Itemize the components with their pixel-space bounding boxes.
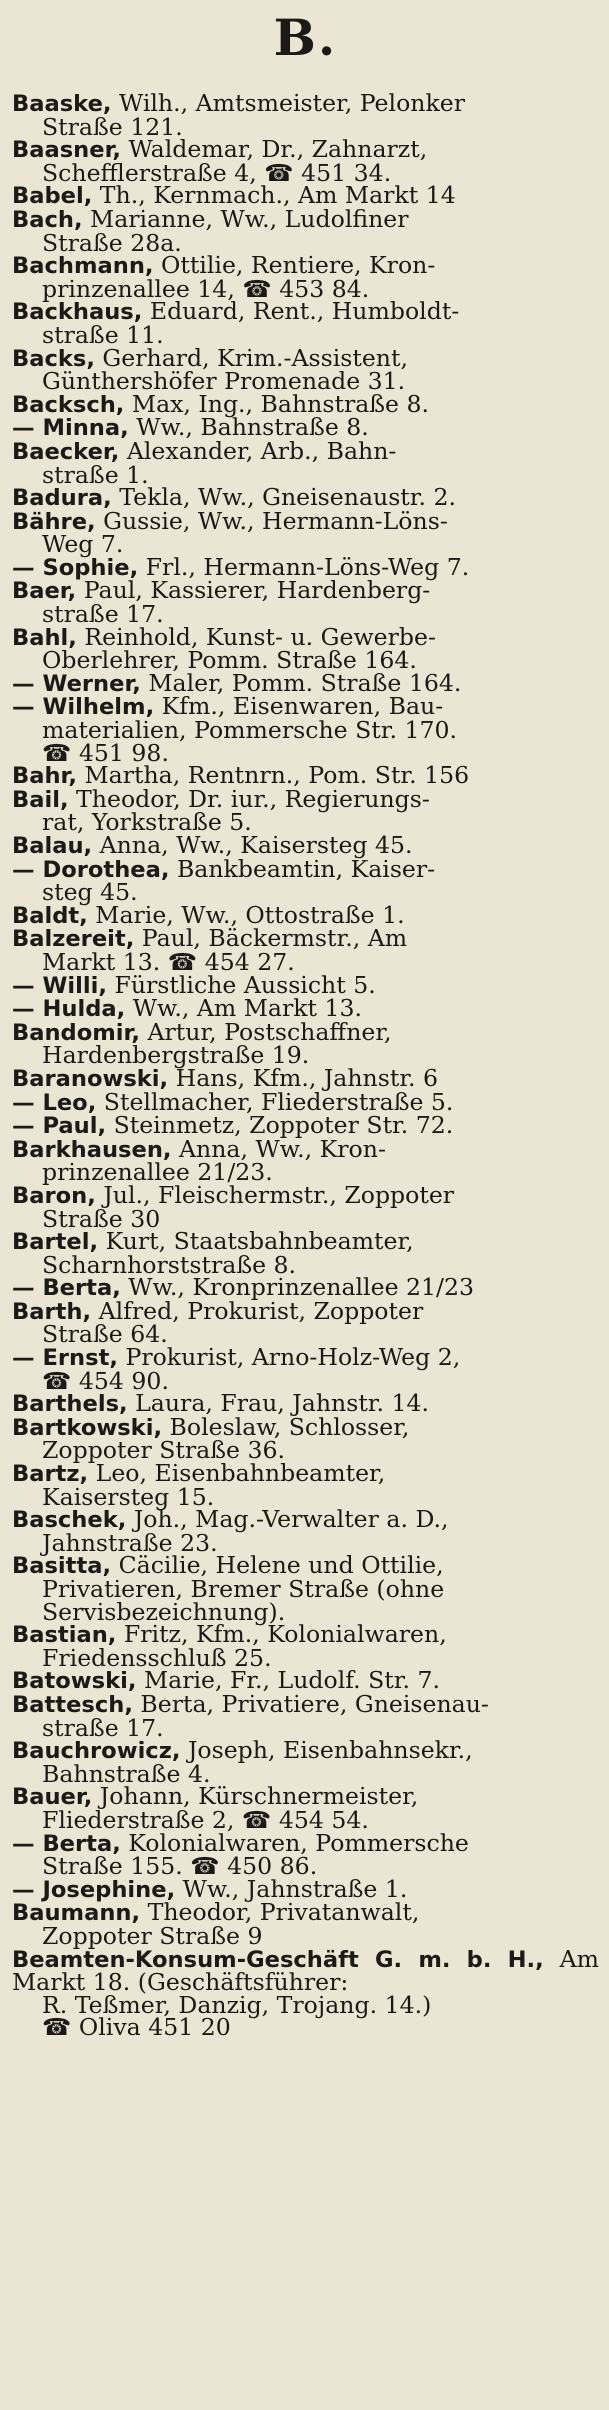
entry-detail: Fürstliche Aussicht 5. [114,970,376,999]
directory-entry [12,1620,599,1672]
entry-name: Baecker, [12,438,120,465]
entry-detail: Waldemar, Dr., Zahnarzt, [128,135,428,164]
entry-detail: Tekla, Ww., Gneisenaustr. 2. [119,483,456,512]
directory-entry [12,1180,599,1233]
entry-detail: Ww., Kronprinzenallee 21/23 [128,1273,475,1302]
entry-detail-continuation: Friedensschluß 25. [42,1643,272,1672]
entry-detail: Artur, Postschaffner, [147,1017,392,1046]
entry-name: Barkhausen, [12,1136,172,1163]
directory-entry [12,1898,599,1950]
entry-name: Baumann, [12,1900,141,1927]
entry-detail: Prokurist, Arno-Holz-Weg 2, [125,1343,461,1372]
entry-name: — Berta, [12,1830,121,1857]
entry-detail: Ww., Jahnstraße 1. [182,1874,408,1903]
entry-detail: Am Markt 18. (Geschäftsführer: [12,1944,600,1997]
directory-entry [12,1412,599,1465]
entry-name: Battesch, [12,1691,133,1718]
entry-detail-continuation: Bahnstraße 4. [42,1759,211,1788]
entry-detail-continuation: Servisbezeichnung). [42,1597,286,1626]
directory-entry [12,1944,600,2042]
directory-entry [12,297,599,349]
entry-name: Batowski, [12,1668,137,1695]
entry-detail-continuation: straße 1. [42,460,149,489]
entry-detail-continuation: Oberlehrer, Pomm. Straße 164. [42,646,417,675]
entry-name: Backs, [12,345,95,372]
entry-detail: Reinhold, Kunst- u. Gewerbe- [84,622,436,651]
entry-detail: Bankbeamtin, Kaiser- [176,854,436,883]
entry-name: — Wilhelm, [12,694,155,721]
entry-detail-continuation: straße 17. [42,600,164,629]
entry-detail: Hans, Kfm., Jahnstr. 6 [175,1063,439,1092]
entry-name: — Ernst, [12,1345,118,1372]
directory-entry [12,251,599,303]
directory-entry [12,204,599,257]
directory-entry [12,854,599,907]
entry-name: Barthels, [12,1391,128,1418]
entry-detail: Maler, Pomm. Straße 164. [148,668,462,697]
entry-detail-continuation: steg 45. [42,878,138,907]
entry-detail-continuation: Schefflerstraße 4, ☎ 451 34. [42,158,392,187]
section-letter-heading: B. [273,8,338,67]
directory-entry [12,692,599,767]
entry-detail-continuation: Weg 7. [42,530,124,559]
entry-name: — Sophie, [12,554,139,581]
entry-detail-continuation: straße 17. [42,1713,164,1742]
directory-entry [12,622,599,675]
entry-name: Baaske, [12,91,112,117]
entry-detail-continuation: materialien, Pommersche Str. 170. [42,716,457,745]
entry-detail: Gussie, Ww., Hermann-Löns- [103,506,448,535]
entry-detail-continuation: Hardenbergstraße 19. [42,1041,310,1070]
entry-detail: Joh., Mag.-Verwalter a. D., [133,1505,449,1534]
entry-name: Barth, [12,1298,92,1325]
entry-name: Baldt, [12,902,88,929]
entry-detail-continuation: straße 11. [42,320,164,349]
entry-name: Bauer, [12,1784,93,1811]
directory-entry [12,135,599,187]
entry-detail-continuation: Zoppoter Straße 9 [42,1921,263,1950]
directory-entry [12,1227,599,1279]
directory-entry [12,1828,599,1881]
entry-name: Baranowski, [12,1065,169,1092]
entry-detail: Anna, Ww., Kaisersteg 45. [99,831,413,859]
entry-name: — Werner, [12,670,141,697]
entry-detail: Gerhard, Krim.-Assistent, [102,343,408,372]
entry-detail: Cäcilie, Helene und Ottilie, [118,1551,444,1580]
entry-detail: Alexander, Arb., Bahn- [126,436,397,465]
entry-detail-continuation: Jahnstraße 23. [42,1528,218,1557]
entry-name: Bartel, [12,1229,99,1256]
entry-name: Babel, [12,183,93,210]
entry-detail-continuation: Fliederstraße 2, ☎ 454 54. [42,1805,369,1834]
entry-detail: Kolonialwaren, Pommersche [128,1828,469,1857]
entry-name: Bandomir, [12,1019,140,1046]
entry-detail-continuation: Straße 121. [42,112,183,141]
entry-name: Bartz, [12,1461,89,1488]
directory-entry [12,1736,599,1788]
entry-name: Bastian, [12,1622,117,1649]
entry-detail-continuation: ☎ Oliva 451 20 [42,2013,231,2042]
entry-name: Baschek, [12,1507,127,1534]
entry-detail: Marie, Ww., Ottostraße 1. [95,900,405,929]
entry-detail: Eduard, Rent., Humboldt- [149,297,460,326]
entry-detail: Theodor, Privatanwalt, [147,1898,420,1927]
entry-detail-continuation: ☎ 454 90. [42,1366,169,1395]
entry-detail-continuation: prinzenallee 21/23. [42,1158,273,1187]
entry-name: Balau, [12,833,93,859]
entry-detail: Ww., Bahnstraße 8. [136,413,369,442]
entry-detail-continuation: ☎ 451 98. [42,738,169,767]
directory-entry [12,1296,599,1349]
entry-detail: Max, Ing., Bahnstraße 8. [131,389,430,418]
entry-detail: Stellmacher, Fliederstraße 5. [103,1087,454,1116]
entry-detail-continuation: Privatieren, Bremer Straße (ohne [42,1575,445,1603]
entry-name: Backsch, [12,391,125,418]
directory-entry [12,343,599,396]
entry-name: — Leo, [12,1089,97,1116]
entry-name: Bartkowski, [12,1414,163,1441]
directory-entry [12,1017,599,1070]
entry-name: Bauchrowicz, [12,1738,181,1765]
entry-detail: Johann, Kürschnermeister, [99,1782,419,1811]
entry-detail: Martha, Rentnrn., Pom. Str. 156 [84,761,470,790]
entry-detail: Marie, Fr., Ludolf. Str. 7. [143,1666,440,1695]
entry-name: — Willi, [12,972,107,999]
entry-detail-continuation: Straße 64. [42,1320,168,1349]
directory-entry [12,89,599,141]
entry-detail: Kurt, Staatsbahnbeamter, [105,1227,414,1256]
entry-detail: Ottilie, Rentiere, Kron- [161,251,436,280]
entry-detail-continuation: prinzenallee 14, ☎ 453 84. [42,274,370,303]
entry-detail: Paul, Kassierer, Hardenberg- [83,576,431,605]
entry-name: Balzereit, [12,926,135,953]
entry-detail: Jul., Fleischermstr., Zoppoter [103,1180,455,1209]
directory-entry [12,1551,599,1626]
entry-name: — Paul, [12,1113,107,1140]
entry-detail-continuation: Scharnhorststraße 8. [42,1250,297,1279]
entry-detail: Berta, Privatiere, Gneisenau- [140,1689,489,1718]
directory-entry [12,1505,599,1557]
entry-detail-continuation: Markt 13. ☎ 454 27. [42,947,295,976]
directory-entry [12,1459,599,1511]
entry-detail: Paul, Bäckermstr., Am [141,924,408,953]
entry-name: Baer, [12,578,77,605]
entry-name: Bail, [12,786,69,813]
entry-name: Beamten-Konsum-Geschäft G. m. b. H., [12,1946,544,1973]
entry-name: — Josephine, [12,1876,176,1903]
entry-detail: Marianne, Ww., Ludolfiner [90,204,409,233]
entry-name: — Dorothea, [12,856,170,883]
directory-entry [12,1689,599,1742]
entry-detail-continuation: Kaisersteg 15. [42,1482,215,1511]
entry-name: — Minna, [12,415,129,442]
entry-name: Backhaus, [12,299,143,326]
entry-detail: Laura, Frau, Jahnstr. 14. [135,1389,430,1418]
entry-detail-continuation: R. Teßmer, Danzig, Trojang. 14.) [42,1990,432,2019]
directory-entry [12,784,599,837]
entry-name: Badura, [12,485,112,512]
directory-entry [12,924,599,976]
entry-detail: Joseph, Eisenbahnsekr., [187,1736,473,1765]
entry-name: Bähre, [12,508,96,535]
entry-detail-continuation: Straße 28a. [42,228,182,257]
entry-name: Bahl, [12,624,77,651]
entry-detail-continuation: Günthershöfer Promenade 31. [42,367,406,396]
entry-name: Baasner, [12,137,121,164]
entry-name: Baron, [12,1182,96,1209]
entry-detail: Anna, Ww., Kron- [179,1134,386,1163]
directory-entry [12,1134,599,1187]
entry-detail: Boleslaw, Schlosser, [169,1412,410,1441]
entry-detail: Ww., Am Markt 13. [132,994,363,1023]
entry-detail: Wilh., Amtsmeister, Pelonker [119,89,466,117]
entry-detail-continuation: Zoppoter Straße 36. [42,1436,285,1465]
entry-detail-continuation: Straße 30 [42,1204,161,1233]
directory-entry [12,436,599,489]
entry-name: Bahr, [12,763,77,790]
directory-entry [12,576,599,629]
entry-detail: Leo, Eisenbahnbeamter, [95,1459,386,1488]
directory-entry [12,1782,599,1834]
entry-detail: Steinmetz, Zoppoter Str. 72. [113,1111,454,1140]
directory-entry [12,506,599,559]
entry-detail: Kfm., Eisenwaren, Bau- [161,692,444,721]
entry-name: Basitta, [12,1553,112,1580]
entry-name: Bach, [12,206,83,233]
entry-detail-continuation: rat, Yorkstraße 5. [42,808,252,837]
entry-detail: Alfred, Prokurist, Zoppoter [98,1296,424,1325]
directory-entry [12,1343,599,1395]
entry-detail: Theodor, Dr. iur., Regierungs- [76,784,430,813]
entry-name: Bachmann, [12,253,154,280]
entry-detail: Fritz, Kfm., Kolonialwaren, [123,1620,447,1649]
entry-list [12,89,600,2042]
entry-detail-continuation: Straße 155. ☎ 450 86. [42,1852,318,1881]
entry-detail: Th., Kernmach., Am Markt 14 [99,181,456,210]
entry-name: — Hulda, [12,996,126,1023]
entry-detail: Frl., Hermann-Löns-Weg 7. [145,552,470,581]
entry-name: — Berta, [12,1275,121,1302]
